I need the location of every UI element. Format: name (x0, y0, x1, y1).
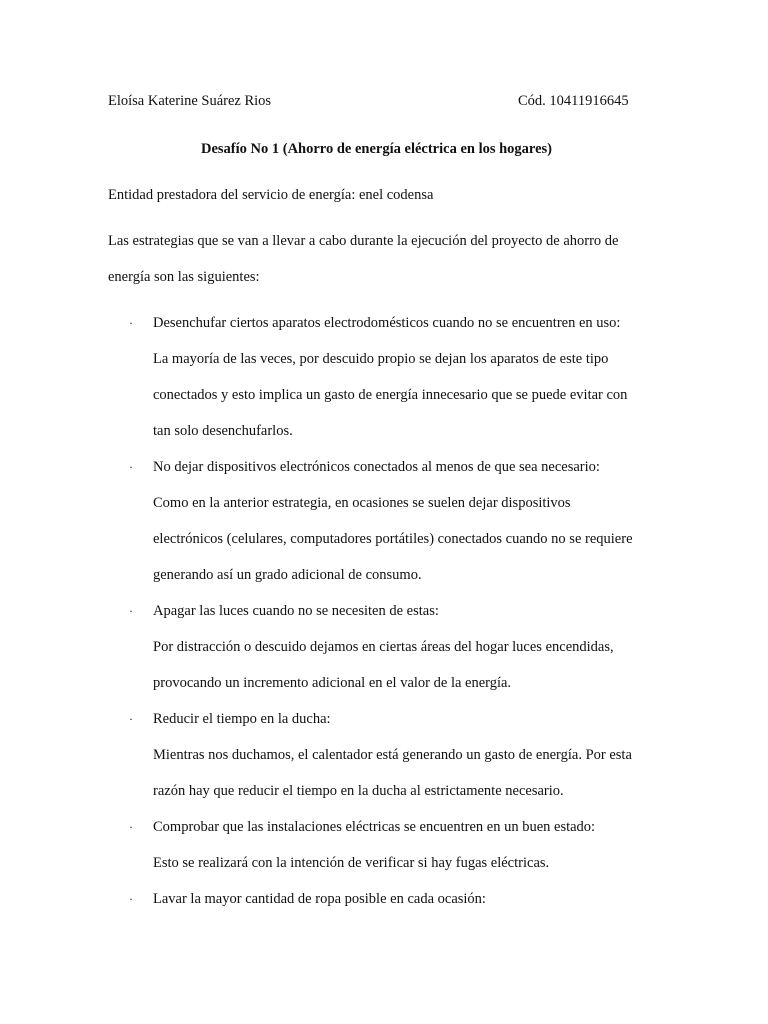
strategy-3-heading: Apagar las luces cuando no se necesiten de estas: (153, 603, 439, 619)
intro-line-2: energía son las siguientes: (108, 269, 260, 285)
strategy-6-heading: Lavar la mayor cantidad de ropa posible en cada ocasión: (153, 891, 486, 907)
bullet-icon: · (129, 892, 133, 906)
student-code: Cód. 10411916645 (518, 93, 629, 109)
strategy-1-line-2: conectados y esto implica un gasto de energía innecesario que se puede evitar con (153, 387, 628, 403)
strategy-5-line-1: Esto se realizará con la intención de verificar si hay fugas eléctricas. (153, 855, 550, 871)
bullet-icon: · (129, 712, 133, 726)
strategy-2-line-1: Como en la anterior estrategia, en ocasiones se suelen dejar dispositivos (153, 495, 571, 511)
strategy-2-line-2: electrónicos (celulares, computadores portátiles) conectados cuando no se requiere (153, 531, 633, 547)
bullet-icon: · (129, 316, 133, 330)
service-entity: Entidad prestadora del servicio de energía: enel codensa (108, 187, 434, 203)
bullet-icon: · (129, 604, 133, 618)
strategy-4-heading: Reducir el tiempo en la ducha: (153, 711, 331, 727)
strategy-4-line-2: razón hay que reducir el tiempo en la ducha al estrictamente necesario. (153, 783, 564, 799)
strategy-3-line-2: provocando un incremento adicional en el valor de la energía. (153, 675, 512, 691)
author-name: Eloísa Katerine Suárez Rios (108, 93, 272, 109)
strategy-4-line-1: Mientras nos duchamos, el calentador está generando un gasto de energía. Por esta (153, 747, 632, 763)
document-title: Desafío No 1 (Ahorro de energía eléctrica en los hogares) (201, 141, 553, 157)
bullet-icon: · (129, 820, 133, 834)
strategy-2-line-3: generando así un grado adicional de consumo. (153, 567, 422, 583)
intro-line-1: Las estrategias que se van a llevar a cabo durante la ejecución del proyecto de ahorro de (108, 233, 619, 249)
strategy-5-heading: Comprobar que las instalaciones eléctricas se encuentren en un buen estado: (153, 819, 596, 835)
strategy-1-line-1: La mayoría de las veces, por descuido propio se dejan los aparatos de este tipo (153, 351, 609, 367)
strategy-1-line-3: tan solo desenchufarlos. (153, 423, 293, 439)
strategy-1-heading: Desenchufar ciertos aparatos electrodomésticos cuando no se encuentren en uso: (153, 315, 621, 331)
bullet-icon: · (129, 460, 133, 474)
strategy-3-line-1: Por distracción o descuido dejamos en ciertas áreas del hogar luces encendidas, (153, 639, 614, 655)
strategy-2-heading: No dejar dispositivos electrónicos conectados al menos de que sea necesario: (153, 459, 600, 475)
